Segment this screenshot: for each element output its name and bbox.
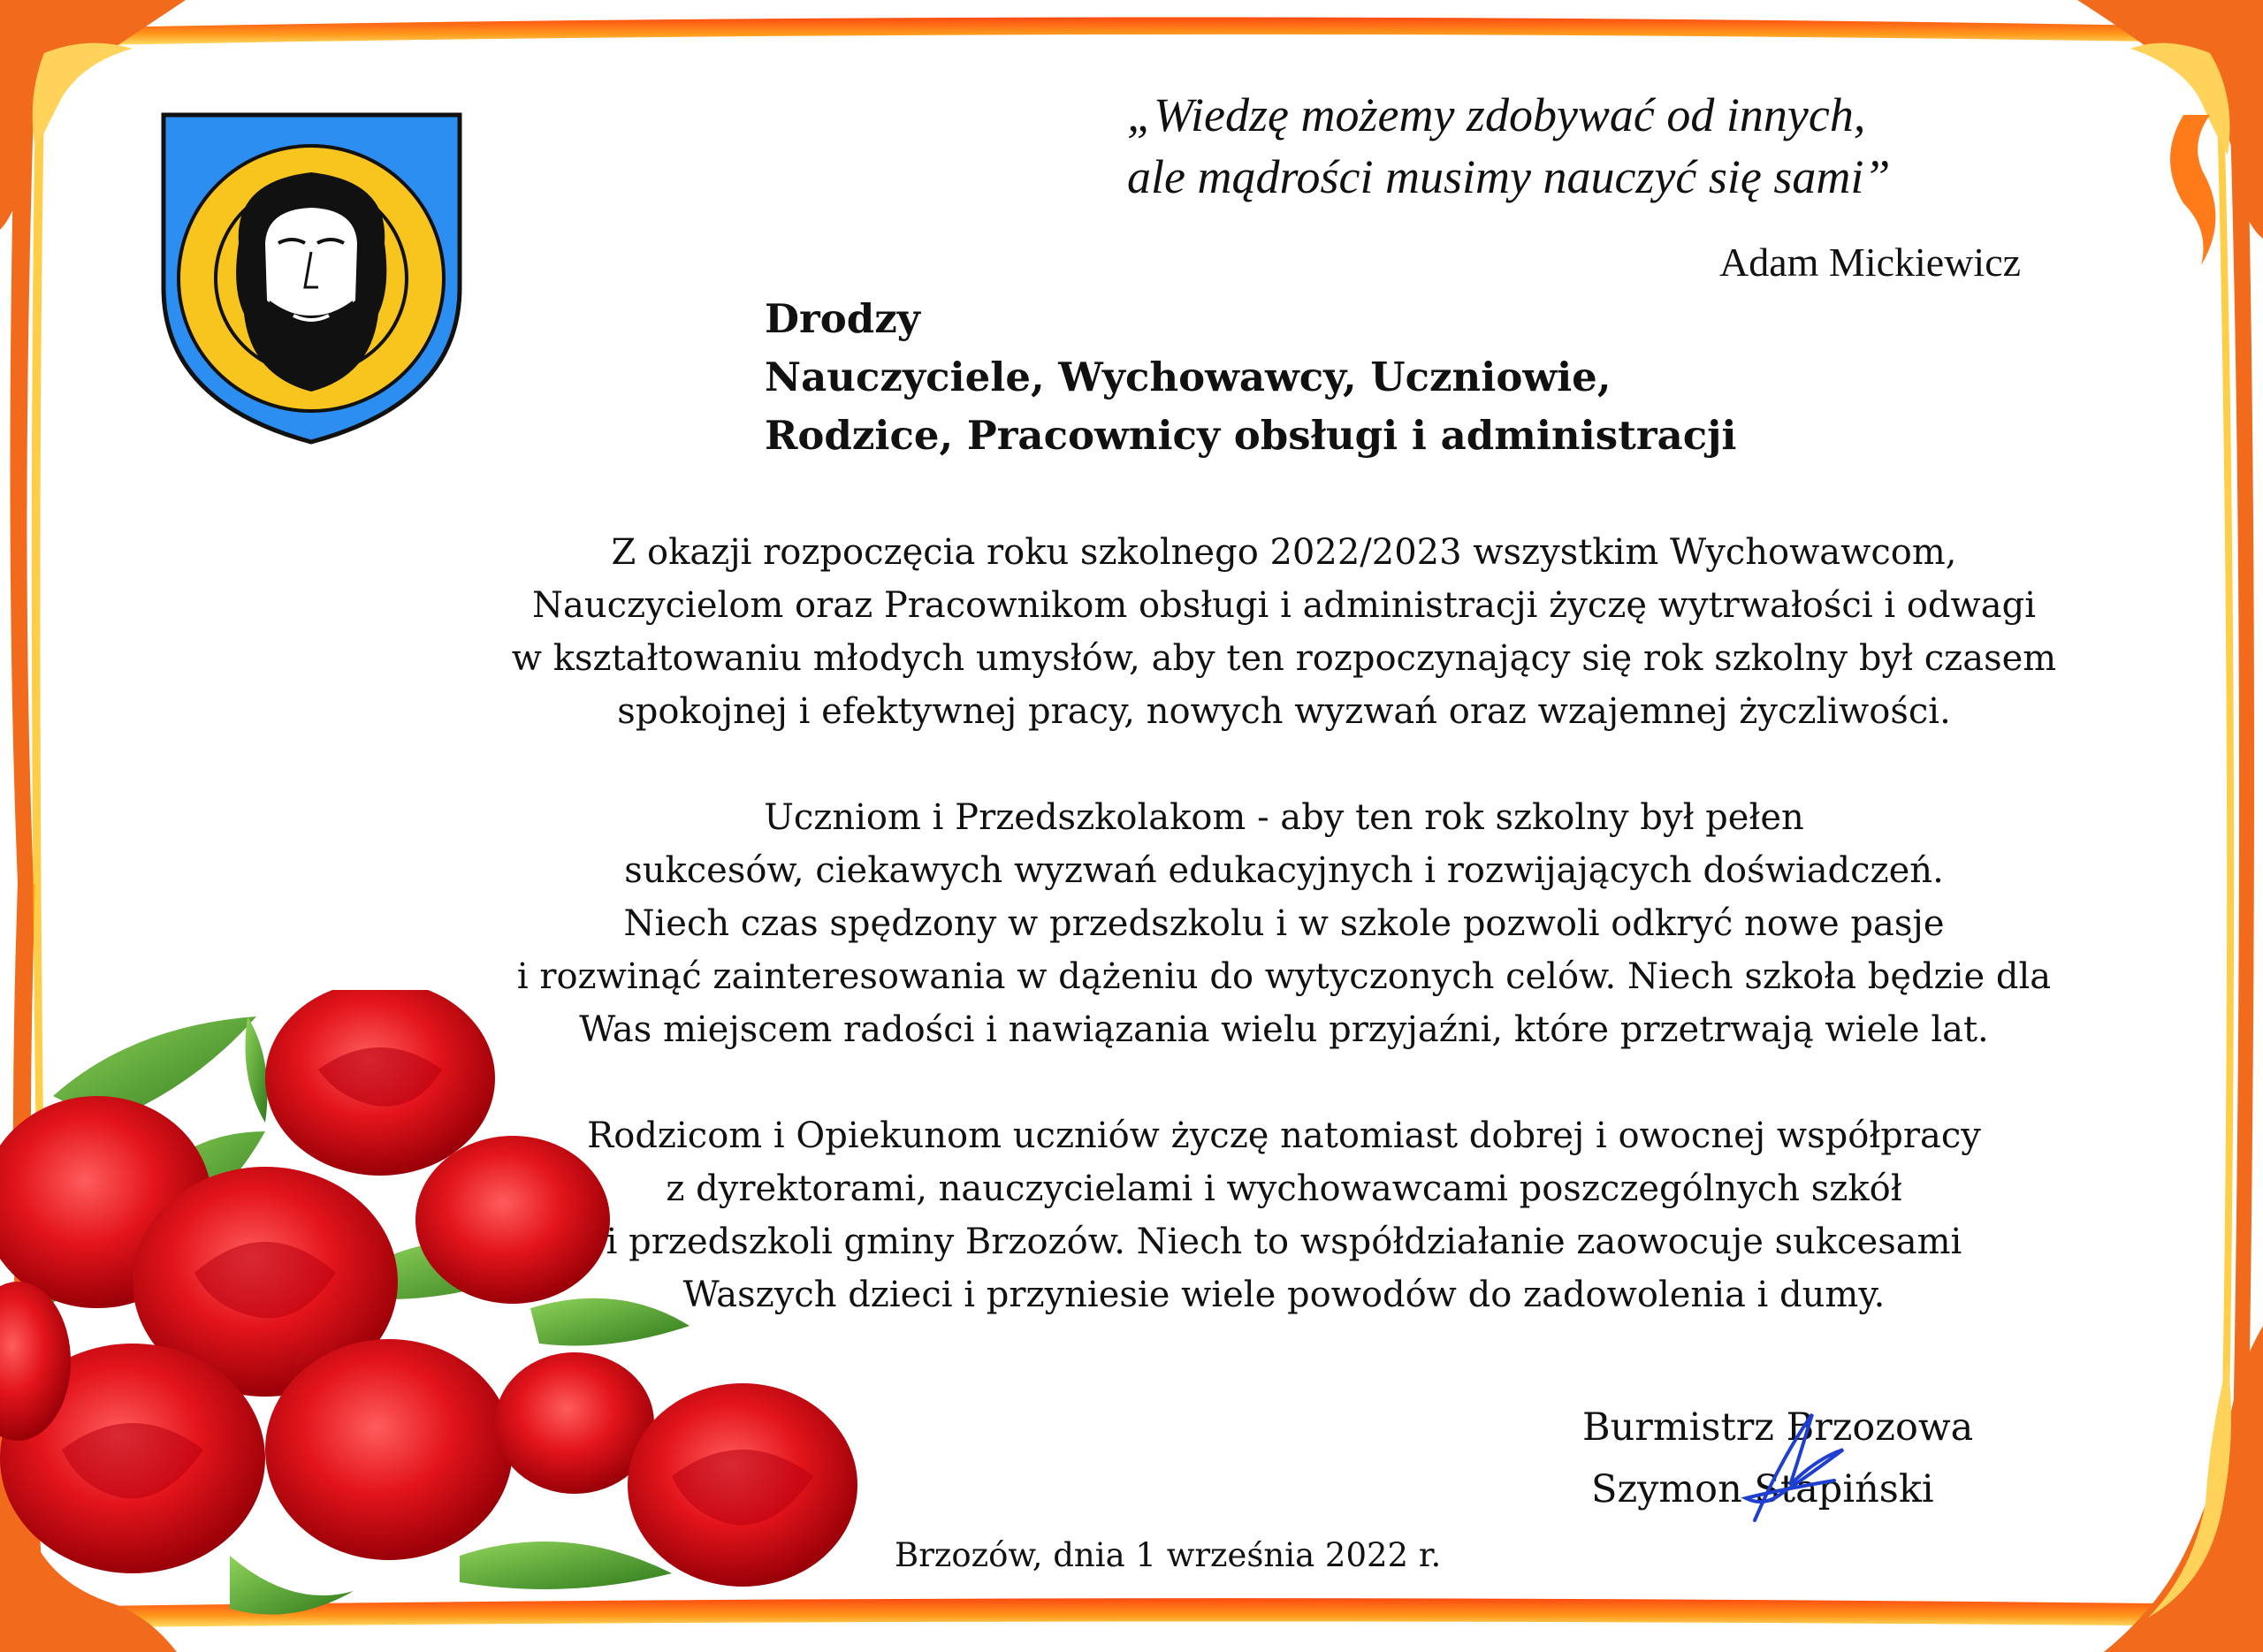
text-line: i rozwinąć zainteresowania w dążeniu do wytyczonych celów. Niech szkoła będzie dla — [516, 956, 2052, 997]
coat-of-arms-logo — [159, 110, 464, 446]
signatory-title: Burmistrz Brzozowa — [1582, 1405, 1974, 1450]
text-line: Z okazji rozpoczęcia roku szkolnego 2022/2023 wszystkim Wychowawcom, — [611, 532, 1957, 573]
text-line: spokojnej i efektywnej pracy, nowych wyzwań oraz wzajemnej życzliwości. — [617, 691, 1951, 732]
text-line: Nauczycielom oraz Pracownikom obsługi i administracji życzę wytrwałości i odwagi — [531, 585, 2037, 626]
text-line: Waszych dzieci i przyniesie wiele powodów do zadowolenia i dumy. — [682, 1275, 1886, 1315]
signatory-name: Szymon Stapiński — [1591, 1467, 1934, 1511]
text-line: Niech czas spędzony w przedszkolu i w szkole pozwoli odkryć nowe pasje — [623, 903, 1945, 944]
paragraph-parents — [415, 1109, 2153, 1321]
handwritten-signature — [1728, 1405, 1861, 1538]
quote-line: ale mądrości musimy nauczyć się sami” — [1127, 150, 1891, 203]
letter-body — [415, 526, 2153, 1374]
text-line: Rodzicom i Opiekunom uczniów życzę natomiast dobrej i owocnej współpracy — [587, 1115, 1981, 1156]
greeting-line: Rodzice, Pracownicy obsługi i administracji — [765, 412, 1737, 459]
paragraph-teachers — [415, 526, 2153, 738]
text-line: z dyrektorami, nauczycielami i wychowawcami poszczególnych szkół — [666, 1169, 1902, 1209]
quote-author: Adam Mickiewicz — [1719, 240, 2022, 285]
quote — [1127, 84, 2099, 208]
text-line: w kształtowaniu młodych umysłów, aby ten rozpoczynający się rok szkolny był czasem — [511, 638, 2057, 679]
quote-line: „Wiedzę możemy zdobywać od innych, — [1127, 88, 1866, 141]
greeting-line: Nauczyciele, Wychowawcy, Uczniowie, — [765, 354, 1612, 400]
document-date: Brzozów, dnia 1 września 2022 r. — [895, 1536, 1442, 1574]
text-line: Uczniom i Przedszkolakom - aby ten rok szkolny był pełen — [764, 797, 1804, 838]
text-line: sukcesów, ciekawych wyzwań edukacyjnych i rozwijających doświadczeń. — [624, 850, 1944, 891]
text-line: i przedszkoli gminy Brzozów. Niech to współdziałanie zaowocuje sukcesami — [606, 1222, 1962, 1262]
text-line: Was miejscem radości i nawiązania wielu przyjaźni, które przetrwają wiele lat. — [579, 1009, 1989, 1050]
greeting-line: Drodzy — [765, 295, 920, 342]
greeting-heading — [765, 290, 1914, 465]
paragraph-students — [415, 791, 2153, 1056]
